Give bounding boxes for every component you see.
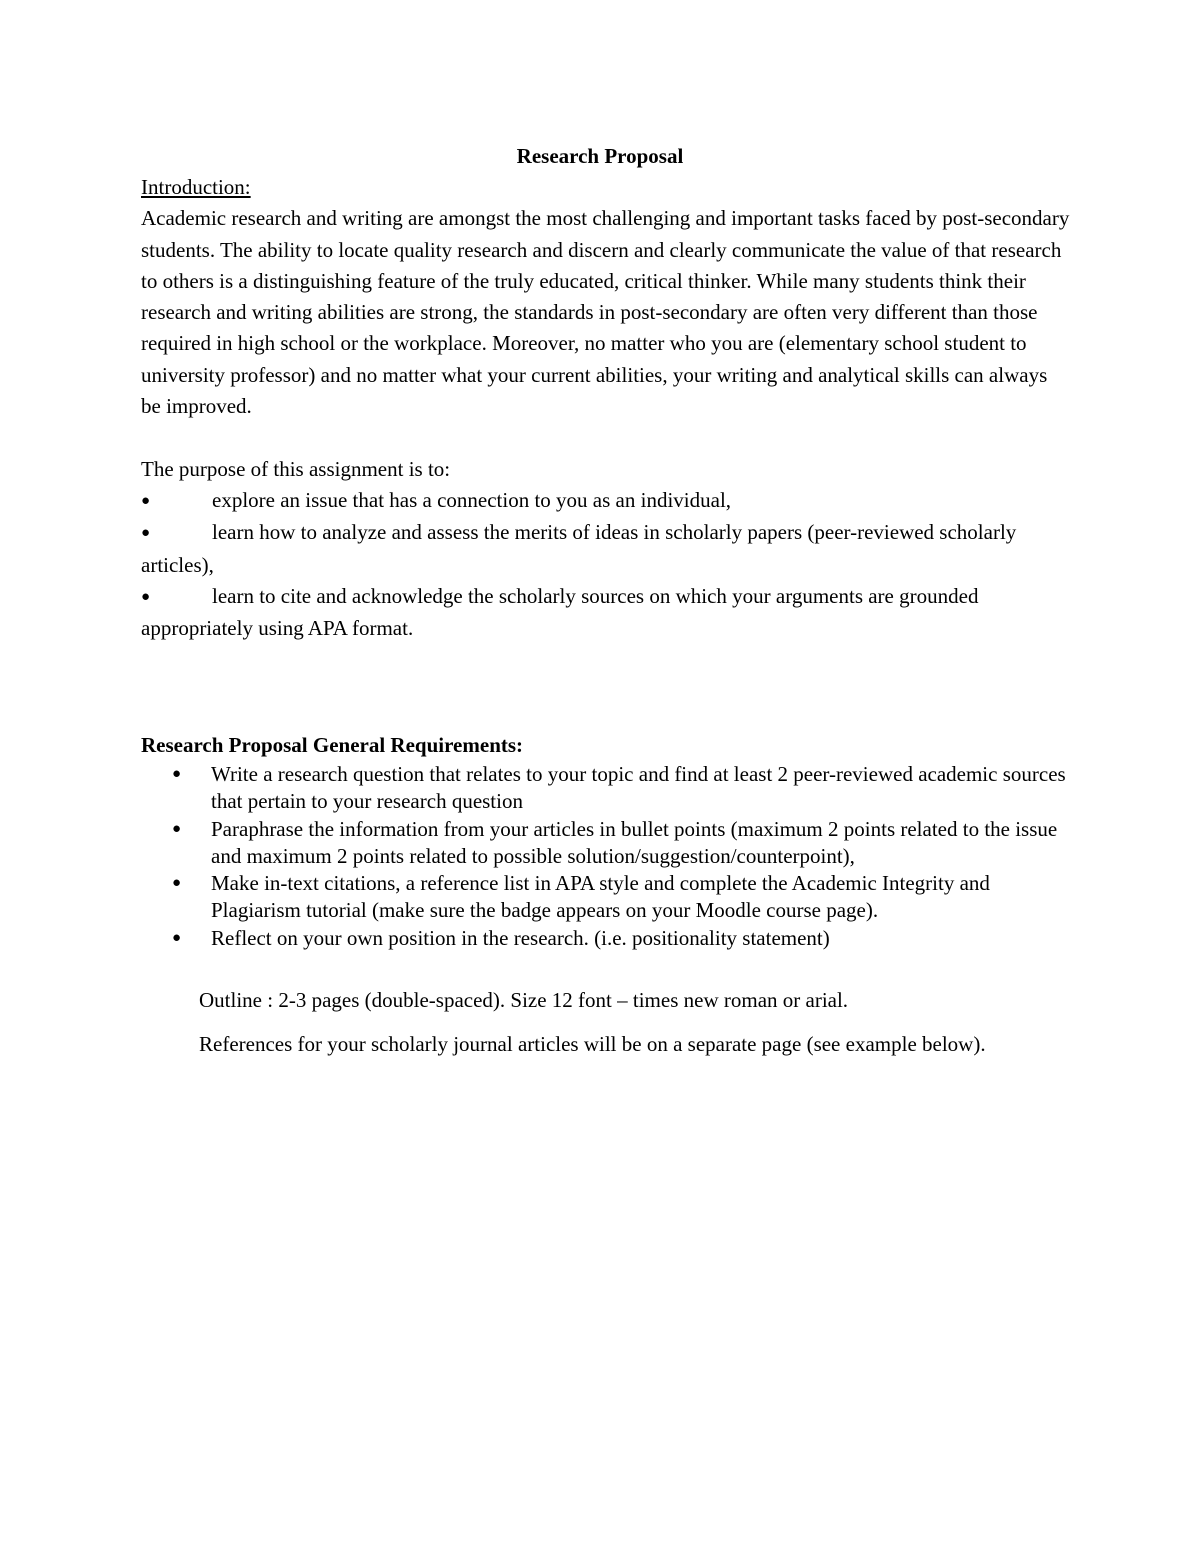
bullet-icon: ● [172, 820, 182, 837]
requirement-text: Write a research question that relates to your topic and find at least 2 peer-reviewed academic sources that pertain to your research question [211, 762, 1066, 814]
requirement-item [172, 925, 1072, 952]
bullet-icon: ● [172, 766, 182, 782]
paragraph-spacer [141, 422, 1071, 453]
bullet-icon: ● [141, 492, 151, 509]
requirement-item [172, 816, 1072, 871]
purpose-bullet [141, 581, 1071, 645]
requirements-heading: Research Proposal General Requirements: [141, 733, 524, 757]
document-title: Research Proposal [516, 144, 684, 168]
requirements-list [172, 761, 1072, 952]
bullet-icon: ● [172, 875, 182, 892]
purpose-lead: The purpose of this assignment is to: [141, 456, 451, 481]
bullet-icon: ● [172, 929, 182, 946]
purpose-bullet [141, 485, 1071, 517]
references-note: References for your scholarly journal articles will be on a separate page (see example below). [199, 1032, 986, 1056]
requirement-text: Make in-text citations, a reference list in APA style and complete the Academic Integrity and Plagiarism tutorial (make sure the badge appears on your Moodle course page). [211, 871, 990, 923]
requirement-text: Paraphrase the information from your articles in bullet points (maximum 2 points related to the issue and maximum 2 points related to possible solution/suggestion/counterpoint), [211, 816, 1058, 868]
purpose-bullet [141, 517, 1071, 581]
introduction-section [141, 172, 1071, 644]
requirement-item [172, 870, 1072, 925]
requirement-text: Reflect on your own position in the research. (i.e. positionality statement) [211, 925, 830, 950]
format-notes [199, 980, 1059, 1065]
purpose-bullet-text: explore an issue that has a connection to you as an individual, [212, 487, 732, 512]
purpose-bullet-text: learn to cite and acknowledge the scholarly sources on which your arguments are grounded appropriately using APA format. [141, 583, 979, 641]
purpose-bullet-text: learn how to analyze and assess the merits of ideas in scholarly papers (peer-reviewed scholarly articles), [141, 520, 1017, 577]
requirement-item [172, 761, 1072, 816]
introduction-paragraph: Academic research and writing are amongst the most challenging and important tasks faced by post-secondary students. The ability to locate quality research and discern and clearly communicate the value of that research to others is a distinguishing feature of the truly educated, critical thinker. While many students think their research and writing abilities are strong, the standards in post-secondary are often very different than those required in high school or the workplace. Moreover, no matter who you are (elementary school student to university professor) and no matter what your current abilities, your writing and analytical skills can always be improved. [141, 206, 1070, 419]
bullet-icon: ● [141, 525, 151, 542]
bullet-icon: ● [141, 588, 151, 605]
introduction-heading: Introduction: [141, 175, 251, 199]
outline-note: Outline : 2-3 pages (double-spaced). Size 12 font – times new roman or arial. [199, 988, 849, 1012]
